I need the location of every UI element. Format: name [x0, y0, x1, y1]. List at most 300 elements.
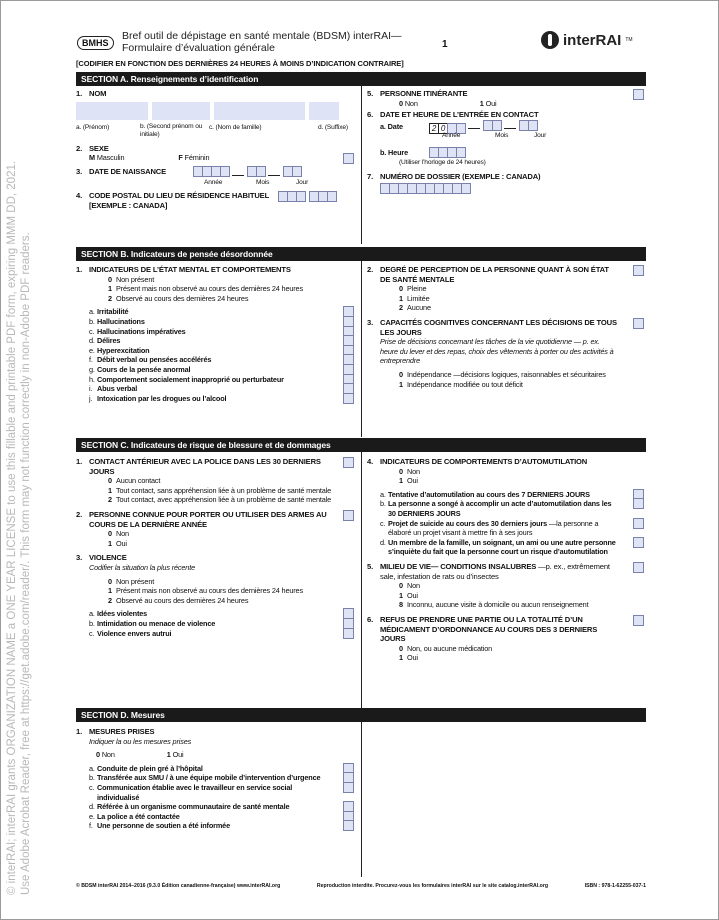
middle-name-label: b. (Second prénom ou initiale)	[140, 122, 203, 138]
question-title-text: INDICATEURS DE L’ÉTAT MENTAL ET COMPORTEMENTS	[89, 265, 291, 274]
option-label: Indépendance —décisions logiques, raisonnables et sécuritaires	[407, 369, 606, 379]
option-list	[76, 476, 356, 505]
subitem-text	[97, 821, 230, 831]
option	[399, 653, 626, 663]
subitem-list	[76, 307, 356, 403]
option-label: Non, ou aucune médication	[407, 643, 493, 653]
subitem	[89, 821, 356, 831]
option-code: 1	[399, 476, 403, 486]
option-code: 0	[399, 643, 403, 653]
option-code: 1	[399, 590, 403, 600]
subitem	[89, 365, 356, 375]
subitem-letter: f.	[89, 355, 93, 365]
subitem	[380, 490, 646, 500]
subitem-label: Abus verbal	[97, 384, 138, 394]
subitem-text	[97, 629, 171, 639]
subitem-letter: d.	[89, 336, 95, 346]
option	[399, 476, 626, 486]
subitem-label: Intoxication par les drogues ou l’alcool	[97, 393, 227, 403]
file-number-field[interactable]	[380, 183, 470, 194]
option-label: Oui	[407, 653, 418, 663]
license-watermark	[5, 75, 33, 895]
subitem-label: Projet de suicide au cours des 30 derniers jours	[388, 518, 548, 528]
q-postal-title: 4. CODE POSTAL DU LIEU DE RÉSIDENCE HABITUEL	[76, 191, 270, 201]
subitem-text	[97, 812, 180, 822]
section-d-header: SECTION D. Mesures	[76, 708, 646, 722]
option-code: 0	[108, 576, 112, 586]
option-code: 2	[399, 303, 403, 313]
subitem-text	[97, 307, 128, 317]
option	[167, 750, 184, 759]
option-label: Présent mais non observé au cours des dernières 24 heures	[116, 586, 303, 596]
subitem-answer-box[interactable]	[343, 820, 354, 831]
question-number: 2.	[76, 509, 83, 519]
question-title	[76, 457, 356, 476]
question-title-text: REFUS DE PRENDRE UNE PARTIE OU LA TOTALITÉ D’UN MÉDICAMENT D’ORDONNANCE AU COURS DES 3 DERNIERS JOURS	[380, 614, 598, 644]
subitem	[89, 609, 356, 619]
subitem-text	[97, 327, 186, 337]
q-contact-title: 6. DATE ET HEURE DE L’ENTRÉE EN CONTACT	[367, 110, 539, 120]
option	[96, 750, 115, 759]
question-title-text: INDICATEURS DE COMPORTEMENTS D’AUTOMUTILATION	[380, 457, 588, 466]
option-code: 2	[108, 495, 112, 505]
option-code: 1	[399, 379, 403, 389]
question	[367, 562, 646, 610]
subitem	[89, 783, 356, 802]
subitem-label: Débit verbal ou pensées accélérés	[97, 355, 212, 365]
option-label: Pleine	[407, 284, 427, 294]
subitem-letter: a.	[89, 609, 95, 619]
footer-reproduction: Reproduction interdite. Procurez-vous les formulaires interRAI sur le site catalog.interRAI.org	[316, 883, 549, 889]
section-a-right: 5. PERSONNE ITINÉRANTE 0 Non 1 Oui 6. DATE ET HEURE DE L’ENTRÉE EN CONTACT a. Date 2 0 Année Mois Jour b. Heure (Utiliser l’horloge de 24 heures) 7. NUMÉRO DE DOSSIER (EXEMPLE : CANADA)	[367, 89, 646, 245]
option-label: Observé au cours des dernières 24 heures	[116, 293, 249, 303]
subitem-letter: c.	[89, 782, 95, 792]
option	[399, 600, 626, 610]
option	[399, 581, 626, 591]
option-list	[76, 577, 356, 606]
subitem-letter: b.	[380, 499, 386, 509]
title-line-1: Bref outil de dépistage en santé mentale (BDSM) interRAI—	[122, 30, 402, 42]
subitem-label: La police a été contactée	[97, 811, 180, 821]
subitem-text	[97, 317, 145, 327]
subitem-text	[97, 783, 326, 802]
question-number: 1.	[76, 457, 83, 466]
question-title	[76, 265, 356, 275]
option-label: Non	[116, 529, 129, 539]
option	[399, 284, 626, 294]
subitem-text	[97, 619, 215, 629]
question-detail: —p. ex., extrêmement sale, infestation de rats ou d’insectes	[380, 561, 610, 581]
question-title	[367, 457, 646, 467]
option-label: Aucun contact	[116, 476, 161, 486]
option	[108, 577, 336, 587]
subitem	[89, 327, 356, 337]
question-title-text: MESURES PRISES	[89, 727, 155, 736]
subitem-text	[97, 365, 190, 375]
suffix-label: d. (Suffixe)	[318, 123, 348, 131]
subitem-text	[97, 346, 150, 356]
subitem-label: Une personne de soutien a été informée	[97, 821, 230, 831]
option-list	[367, 284, 646, 313]
subitem-letter: e.	[89, 811, 95, 821]
option-label: Tout contact, sans appréhension liée à un problème de santé mentale	[116, 485, 332, 495]
option-label: Aucune	[407, 303, 431, 313]
section-c-header: SECTION C. Indicateurs de risque de blessure et de dommages	[76, 438, 646, 452]
subitem-answer-box[interactable]	[633, 498, 644, 509]
option-code: 1	[108, 586, 112, 596]
question-text	[89, 553, 127, 563]
option-label: Limitée	[407, 293, 430, 303]
question-number: 3.	[76, 553, 83, 563]
subitem-text	[97, 394, 226, 404]
logo-tm: TM	[625, 37, 633, 43]
option-code: 0	[96, 750, 100, 760]
subitem-label: Intimidation ou menace de violence	[97, 618, 216, 628]
dob-year[interactable]	[193, 166, 229, 177]
subitem-text	[97, 764, 203, 774]
footer-isbn: ISBN : 978-1-62255-037-1	[584, 883, 646, 889]
subitem-text	[97, 773, 320, 783]
subitem-text	[388, 519, 616, 538]
q-itinerant-title: 5. PERSONNE ITINÉRANTE	[367, 89, 468, 98]
subitem-letter: a.	[89, 307, 95, 317]
postal-code-field[interactable]	[278, 191, 336, 205]
middle-name-field[interactable]	[152, 102, 210, 120]
subitem-detail: —la personne a élaboré un projet visant à mettre fin à ses jours	[388, 518, 599, 538]
option-list	[367, 467, 646, 486]
option-code: 1	[166, 750, 171, 760]
question-title	[367, 562, 646, 581]
option	[399, 591, 626, 601]
subitem-answer-box[interactable]	[633, 537, 644, 548]
option-label: Oui	[116, 538, 127, 548]
subitem	[89, 384, 356, 394]
option-label: Non présent	[116, 576, 155, 586]
option-list	[76, 275, 356, 304]
option	[108, 586, 336, 596]
answer-box[interactable]	[633, 265, 644, 276]
question-text	[89, 457, 328, 476]
subitem	[89, 307, 356, 317]
question-title-text: VIOLENCE	[89, 553, 127, 563]
question-number: 1.	[76, 265, 83, 274]
option-label: Non présent	[116, 274, 155, 284]
option	[108, 294, 336, 304]
question-number: 5.	[367, 561, 374, 571]
sexe-box[interactable]	[343, 153, 354, 164]
subitem-letter: c.	[89, 628, 95, 638]
subitem-list	[76, 609, 356, 638]
option-code: 1	[108, 284, 112, 294]
answer-box[interactable]	[633, 615, 644, 626]
interrai-logo	[541, 31, 633, 49]
footer	[76, 883, 646, 889]
subitem	[380, 499, 646, 518]
question-text	[380, 562, 618, 581]
last-name-field[interactable]	[214, 102, 305, 120]
subitem-letter: e.	[89, 345, 95, 355]
subitem-text	[97, 375, 284, 385]
question-title-text: PERSONNE CONNUE POUR PORTER OU UTILISER DES ARMES AU COURS DE LA DERNIÈRE ANNÉE	[89, 509, 327, 529]
name-fields	[76, 102, 356, 120]
subitem-list	[76, 764, 356, 831]
subitem	[89, 375, 356, 385]
option	[108, 275, 336, 285]
subitem-label: Hyperexcitation	[97, 345, 150, 355]
option-label: Non	[101, 750, 115, 760]
question	[76, 510, 356, 548]
question-text	[89, 510, 328, 529]
subitem-answer-box[interactable]	[343, 393, 354, 404]
answer-box[interactable]	[343, 457, 354, 468]
subitem-letter: c.	[89, 326, 95, 336]
q-sexe-title: 2. SEXE	[76, 143, 109, 153]
subitem-answer-box[interactable]	[633, 518, 644, 529]
question-text	[89, 727, 154, 737]
subitem-label: Tentative d’automutilation au cours des 7 DERNIERS JOURS	[388, 489, 590, 499]
subitem-letter: d.	[380, 537, 386, 547]
subitem-list	[367, 490, 646, 557]
option-label: Oui	[407, 590, 418, 600]
question-title	[76, 727, 356, 737]
subitem-label: Transférée aux SMU / à une équipe mobile d’intervention d’urgence	[97, 773, 321, 783]
option-label: Tout contact, avec appréhension liée à un problème de santé mentale	[116, 495, 332, 505]
subitem	[380, 538, 646, 557]
question-title	[367, 265, 646, 284]
option-code: 1	[108, 485, 112, 495]
subitem-letter: j.	[89, 393, 93, 403]
subitem-answer-box[interactable]	[343, 782, 354, 793]
subitem	[89, 336, 356, 346]
contact-time-field[interactable]	[429, 147, 465, 158]
option-label: Présent mais non observé au cours des dernières 24 heures	[116, 284, 303, 294]
option-label: Oui	[407, 476, 418, 486]
option-label: Observé au cours des dernières 24 heures	[116, 595, 249, 605]
subitem	[89, 802, 356, 812]
watermark-line-2: Use Adobe Acrobat Reader, free at https://get.adobe.com/reader/. This form may not function correctly in non-Adobe PDF readers.	[20, 232, 32, 895]
option-label: Oui	[172, 750, 184, 760]
question-title-text: CONTACT ANTÉRIEUR AVEC LA POLICE DANS LES 30 DERNIERS JOURS	[89, 457, 321, 476]
contact-day[interactable]	[519, 120, 537, 131]
question-title-text: DEGRÉ DE PERCEPTION DE LA PERSONNE QUANT À SON ÉTAT DE SANTÉ MENTALE	[380, 265, 609, 284]
question-title-text: CAPACITÉS COGNITIVES CONCERNANT LES DÉCISIONS DE TOUS LES JOURS	[380, 317, 617, 337]
section-b-right	[367, 265, 646, 394]
subitem-text	[388, 499, 616, 518]
subitem-label: Délires	[97, 336, 121, 346]
subitem	[89, 773, 356, 783]
question	[367, 457, 646, 557]
option-code: 0	[399, 284, 403, 294]
q-dob-title: 3. DATE DE NAISSANCE	[76, 167, 167, 177]
suffix-field[interactable]	[309, 102, 339, 120]
section-a-left: 1. NOM a. (Prénom) b. (Second prénom ou initiale) c. (Nom de famille) d. (Suffixe) 2. SEXE M Masculin F Féminin 3. DATE DE NAISSANCE Année Mois Jour 4. CODE POSTAL DU LIEU DE RÉSIDENCE HABITUEL [EXEMPLE : CANADA]	[76, 89, 356, 245]
subitem-label: Comportement socialement inapproprié ou perturbateur	[97, 374, 284, 384]
option	[108, 596, 336, 606]
option-masculin: Masculin	[96, 153, 125, 163]
subitem-text	[388, 490, 590, 500]
subitem	[89, 619, 356, 629]
option-label: Non	[407, 581, 420, 591]
subitem	[380, 519, 646, 538]
section-c-right	[367, 457, 646, 668]
option	[108, 495, 336, 505]
question	[76, 727, 356, 831]
question	[367, 615, 646, 663]
bmhs-badge: BMHS	[77, 36, 114, 50]
first-name-label: a. (Prénom)	[76, 123, 110, 131]
subitem-answer-box[interactable]	[343, 628, 354, 639]
option-list	[367, 644, 646, 663]
question-text	[380, 318, 618, 337]
option	[108, 486, 336, 496]
form-title	[122, 30, 402, 54]
q-dossier-title: 7. NUMÉRO DE DOSSIER (EXEMPLE : CANADA)	[367, 171, 541, 181]
section-d-left	[76, 727, 356, 836]
option-code: 2	[108, 293, 112, 303]
option-code: 8	[399, 600, 403, 610]
subitem-label: Hallucinations	[97, 316, 145, 326]
subitem-label: Idées violentes	[97, 609, 148, 619]
option-code: 1	[399, 293, 403, 303]
dob-month[interactable]	[247, 166, 265, 177]
watermark-line-1: © interRAI; interRAI grants ORGANIZATION NAME a ONE YEAR LICENSE to use this fillable and printable PDF form, expiring MMM DD, 2021.	[6, 160, 18, 895]
subitem-letter: d.	[89, 802, 95, 812]
question	[76, 553, 356, 638]
option-code: 0	[108, 529, 112, 539]
option-code: 1	[399, 653, 403, 663]
subitem-text	[388, 538, 616, 557]
question-number: 6.	[367, 614, 374, 624]
question-text	[89, 265, 291, 275]
question-number: 1.	[76, 727, 83, 736]
option-list	[367, 581, 646, 610]
column-divider	[361, 261, 362, 437]
subitem	[89, 346, 356, 356]
option	[108, 539, 336, 549]
section-a-header: SECTION A. Renseignements d’identification	[76, 72, 646, 86]
option-label: Inconnu, aucune visite à domicile ou aucun renseignement	[407, 600, 589, 610]
subitem-letter: i.	[89, 384, 93, 394]
subitem-text	[97, 802, 289, 812]
first-name-field[interactable]	[76, 102, 148, 120]
question	[367, 265, 646, 313]
column-divider	[361, 86, 362, 244]
subitem	[89, 394, 356, 404]
option-list	[367, 370, 646, 389]
column-divider	[361, 452, 362, 708]
option	[108, 284, 336, 294]
subitem-letter: b.	[89, 773, 95, 783]
subitem-letter: f.	[89, 821, 93, 831]
subitem	[89, 629, 356, 639]
subitem-label: La personne a songé à accomplir un acte d’automutilation dans les 30 DERNIERS JOURS	[388, 499, 612, 518]
answer-box[interactable]	[633, 318, 644, 329]
interrai-logo-icon	[541, 31, 559, 49]
question	[76, 265, 356, 403]
subitem-text	[97, 384, 137, 394]
option-label: Non	[407, 466, 420, 476]
option	[399, 294, 626, 304]
subitem-text	[97, 336, 120, 346]
subitem-label: Hallucinations impératives	[97, 326, 186, 336]
question-note: Indiquer la ou les mesures prises	[89, 736, 192, 746]
subitem-letter: a.	[89, 763, 95, 773]
option	[399, 467, 626, 477]
column-divider	[361, 722, 362, 877]
question-number: 2.	[367, 265, 374, 274]
question-title	[367, 615, 646, 644]
subitem	[89, 317, 356, 327]
question-note: Codifier la situation la plus récente	[89, 562, 195, 572]
option-list	[76, 529, 356, 548]
question-number: 3.	[367, 317, 374, 327]
answer-box[interactable]	[343, 510, 354, 521]
question-title	[76, 510, 356, 529]
question-note: Prise de décisions concernant les tâches de la vie quotidienne — p. ex. heure du lever et des repas, choix des vêtements à porter ou des activités à entreprendre	[380, 337, 614, 366]
option-code: 0	[399, 369, 403, 379]
page-number: 1	[442, 39, 448, 50]
answer-box[interactable]	[633, 562, 644, 573]
dob-day[interactable]	[283, 166, 301, 177]
question-title-text: MILIEU DE VIE— CONDITIONS INSALUBRES	[380, 561, 537, 571]
last-name-label: c. (Nom de famille)	[209, 123, 262, 131]
subitem-letter: c.	[380, 518, 386, 528]
title-line-2: Formulaire d’évaluation générale	[122, 42, 275, 54]
option-feminin: Féminin	[184, 153, 210, 163]
section-b-left	[76, 265, 356, 408]
contact-year[interactable]: 2 0	[429, 123, 465, 134]
option-code: 0	[399, 581, 403, 591]
question-text	[380, 265, 618, 284]
subitem-letter: b.	[89, 618, 95, 628]
q-nom-title: 1. NOM	[76, 89, 107, 98]
option	[108, 529, 336, 539]
question-text	[380, 615, 618, 644]
option-label: Indépendance modifiée ou tout déficit	[407, 379, 523, 389]
option-code: 0	[108, 274, 112, 284]
option	[399, 644, 626, 654]
question-text	[380, 457, 587, 467]
question	[76, 457, 356, 505]
question-title	[76, 553, 356, 563]
option	[399, 380, 626, 390]
subitem-label: Conduite de plein gré à l’hôpital	[97, 763, 203, 773]
option-code: 2	[108, 595, 112, 605]
subitem-letter: a.	[380, 489, 386, 499]
question-title	[367, 318, 646, 337]
subitem-label: Cours de la pensée anormal	[97, 364, 191, 374]
option-code: 1	[108, 538, 112, 548]
subitem-text	[97, 355, 211, 365]
subitem-label: Violence envers autrui	[97, 628, 172, 638]
option	[399, 370, 626, 380]
subitem-label: Référée à un organisme communautaire de santé mentale	[97, 802, 290, 812]
option	[399, 303, 626, 313]
subitem-letter: g.	[89, 364, 95, 374]
subitem	[89, 812, 356, 822]
logo-text: interRAI	[563, 31, 622, 49]
subitem	[89, 764, 356, 774]
option-list	[76, 750, 356, 760]
subitem-label: Un membre de la famille, un soignant, un ami ou une autre personne s’inquiète du fait que la personne court un risque d’automutilation	[388, 537, 616, 557]
subitem-label: Irritabilité	[97, 307, 129, 317]
itinerant-box[interactable]	[633, 89, 644, 100]
question-number: 4.	[367, 457, 374, 466]
question	[367, 318, 646, 389]
contact-month[interactable]	[483, 120, 501, 131]
coding-instruction: [CODIFIER EN FONCTION DES DERNIÈRES 24 HEURES À MOINS D’INDICATION CONTRAIRE]	[76, 59, 404, 68]
option-code: 0	[399, 466, 403, 476]
